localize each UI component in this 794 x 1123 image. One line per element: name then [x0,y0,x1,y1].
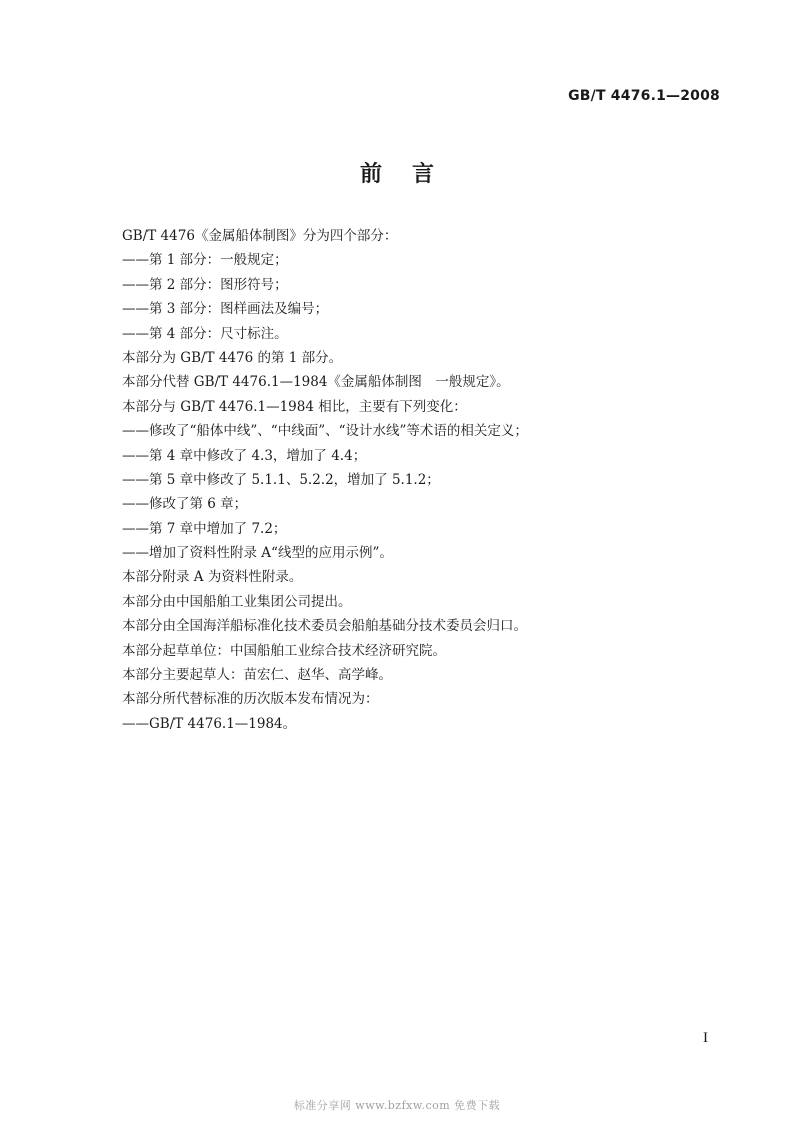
list-item: ——第 4 章中修改了 4.3，增加了 4.4； [122,447,367,464]
paragraph: 本部分主要起草人：苗宏仁、赵华、高学峰。 [122,667,392,684]
foreword-body [122,224,682,736]
paragraph: 本部分由中国船舶工业集团公司提出。 [122,593,352,610]
list-item: ——修改了“船体中线”、“中线面”、“设计水线”等术语的相关定义； [122,423,528,440]
paragraph: 本部分附录 A 为资料性附录。 [122,569,303,586]
paragraph: 本部分起草单位：中国船舶工业综合技术经济研究院。 [122,642,446,659]
list-item: ——GB/T 4476.1—1984。 [122,715,297,732]
list-item: ——增加了资料性附录 A“线型的应用示例”。 [122,545,393,562]
list-item: ——第 2 部分：图形符号； [122,276,288,293]
paragraph: 本部分代替 GB/T 4476.1—1984《金属船体制图 一般规定》。 [122,374,510,391]
list-item: ——第 5 章中修改了 5.1.1、5.2.2，增加了 5.1.2； [122,471,440,488]
page-number: I [703,1030,708,1046]
paragraph: 本部分为 GB/T 4476 的第 1 部分。 [122,349,343,366]
page-title: 前言 [359,162,464,187]
paragraph: GB/T 4476《金属船体制图》分为四个部分： [122,228,398,244]
list-item: ——第 1 部分：一般规定； [122,252,288,269]
list-item: ——第 7 章中增加了 7.2； [122,520,287,537]
list-item: ——修改了第 6 章； [122,496,248,513]
standard-number: GB/T 4476.1—2008 [568,88,720,104]
paragraph: 本部分所代替标准的历次版本发布情况为： [122,691,379,708]
paragraph: 本部分由全国海洋船标准化技术委员会船舶基础分技术委员会归口。 [122,618,527,635]
list-item: ——第 4 部分：尺寸标注。 [122,325,288,342]
list-item: ——第 3 部分：图样画法及编号； [122,301,329,318]
paragraph: 本部分与 GB/T 4476.1—1984 相比，主要有下列变化： [122,398,467,415]
watermark-text: 标准分享网 www.bzfxw.com 免费下载 [293,1099,501,1112]
